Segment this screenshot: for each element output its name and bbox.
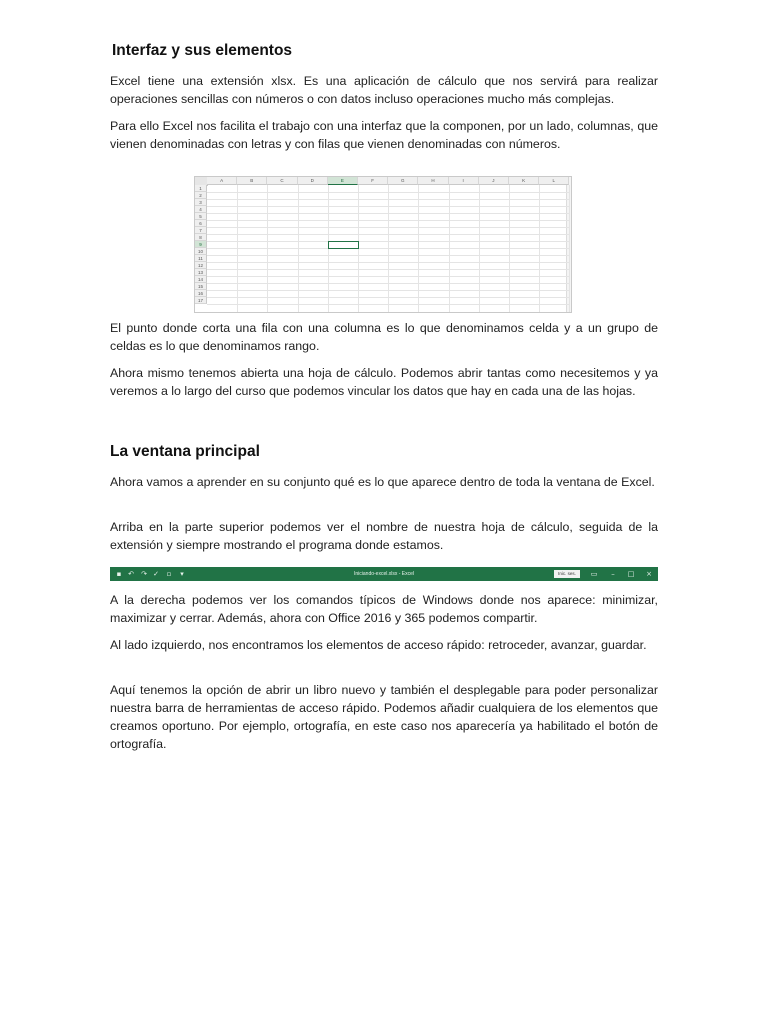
row-header: 13 — [195, 269, 207, 276]
paragraph: Aquí tenemos la opción de abrir un libro nuevo y también el desplegable para poder personalizar nuestra barra de herramientas de acceso rápido. Podemos añadir cualquiera de los elementos que creamos oportuno. Por ejemplo, ortografía, en este caso nos aparecería ya habilitado el botón de ortografía. — [110, 683, 658, 751]
column-header: J — [479, 177, 509, 185]
selected-cell — [328, 241, 359, 249]
customize-dropdown-icon: ▾ — [180, 570, 184, 578]
row-header: 8 — [195, 234, 207, 241]
paragraph: Excel tiene una extensión xlsx. Es una aplicación de cálculo que nos servirá para realizar operaciones sencillas con números o con datos incluso operaciones mucho más complejas. — [110, 74, 658, 106]
paragraph: El punto donde corta una fila con una columna es lo que denominamos celda y a un grupo de celdas es lo que denominamos rango. — [110, 321, 658, 353]
grid-line — [569, 185, 570, 312]
undo-icon: ↶ — [128, 570, 134, 578]
grid-line — [207, 199, 569, 200]
grid-line — [207, 220, 569, 221]
grid-line — [207, 283, 569, 284]
row-header: 16 — [195, 290, 207, 297]
excel-title-bar-image — [110, 567, 658, 581]
grid-line — [207, 192, 569, 193]
grid-line — [207, 241, 569, 242]
spelling-icon: ✓ — [153, 570, 159, 578]
minimize-icon: – — [611, 570, 615, 578]
column-header: I — [449, 177, 479, 185]
row-header: 9 — [195, 241, 207, 248]
redo-icon: ↷ — [141, 570, 147, 578]
column-header: L — [539, 177, 569, 185]
grid-line — [207, 297, 569, 298]
paragraph: Arriba en la parte superior podemos ver el nombre de nuestra hoja de cálculo, seguida de la extensión y siempre mostrando el programa donde estamos. — [110, 520, 658, 552]
row-header: 11 — [195, 255, 207, 262]
row-header: 17 — [195, 297, 207, 304]
paragraph: Ahora mismo tenemos abierta una hoja de cálculo. Podemos abrir tantas como necesitemos y ya veremos a lo largo del curso que podemos vincular los datos que hay en cada una de las hojas. — [110, 366, 658, 398]
maximize-icon: □ — [627, 570, 635, 578]
column-header: H — [418, 177, 448, 185]
grid-line — [207, 248, 569, 249]
section-heading-interfaz: Interfaz y sus elementos — [112, 42, 293, 59]
grid-line — [207, 304, 569, 305]
row-header: 5 — [195, 213, 207, 220]
grid-line — [207, 290, 569, 291]
row-header: 3 — [195, 199, 207, 206]
column-header: C — [267, 177, 297, 185]
grid-line — [207, 206, 569, 207]
paragraph: Ahora vamos a aprender en su conjunto qué es lo que aparece dentro de toda la ventana de Excel. — [110, 475, 655, 489]
row-header: 7 — [195, 227, 207, 234]
new-book-icon: ▫ — [166, 570, 172, 578]
column-header: A — [207, 177, 237, 185]
row-header: 2 — [195, 192, 207, 199]
row-header: 10 — [195, 248, 207, 255]
paragraph: Al lado izquierdo, nos encontramos los elementos de acceso rápido: retroceder, avanzar, guardar. — [110, 638, 647, 652]
grid-line — [207, 234, 569, 235]
grid-line — [207, 269, 569, 270]
paragraph: Para ello Excel nos facilita el trabajo con una interfaz que la componen, por un lado, columnas, que vienen denominadas con letras y con filas que vienen denominadas con números. — [110, 119, 658, 151]
section-heading-ventana: La ventana principal — [110, 443, 260, 460]
row-header: 1 — [195, 185, 207, 192]
grid-line — [207, 276, 569, 277]
window-title: Iniciando-excel.xlsx - Excel — [353, 571, 415, 577]
grid-line — [207, 227, 569, 228]
row-header: 6 — [195, 220, 207, 227]
column-header: E — [328, 177, 358, 185]
row-header: 15 — [195, 283, 207, 290]
column-header: D — [298, 177, 328, 185]
close-icon: × — [646, 570, 652, 578]
column-header: K — [509, 177, 539, 185]
row-header: 14 — [195, 276, 207, 283]
save-icon: ▪ — [116, 570, 122, 578]
row-header: 4 — [195, 206, 207, 213]
grid-line — [207, 262, 569, 263]
paragraph: A la derecha podemos ver los comandos típicos de Windows donde nos aparece: minimizar, maximizar y cerrar. Además, ahora con Office 2016 y 365 podemos compartir. — [110, 593, 658, 625]
spreadsheet-image — [194, 176, 572, 313]
column-header: F — [358, 177, 388, 185]
row-header: 12 — [195, 262, 207, 269]
signin-button: Inic. ses. — [554, 570, 580, 578]
grid-line — [207, 255, 569, 256]
ribbon-display-icon: ▭ — [590, 570, 598, 578]
column-header: G — [388, 177, 418, 185]
grid-line — [207, 213, 569, 214]
column-header: B — [237, 177, 267, 185]
